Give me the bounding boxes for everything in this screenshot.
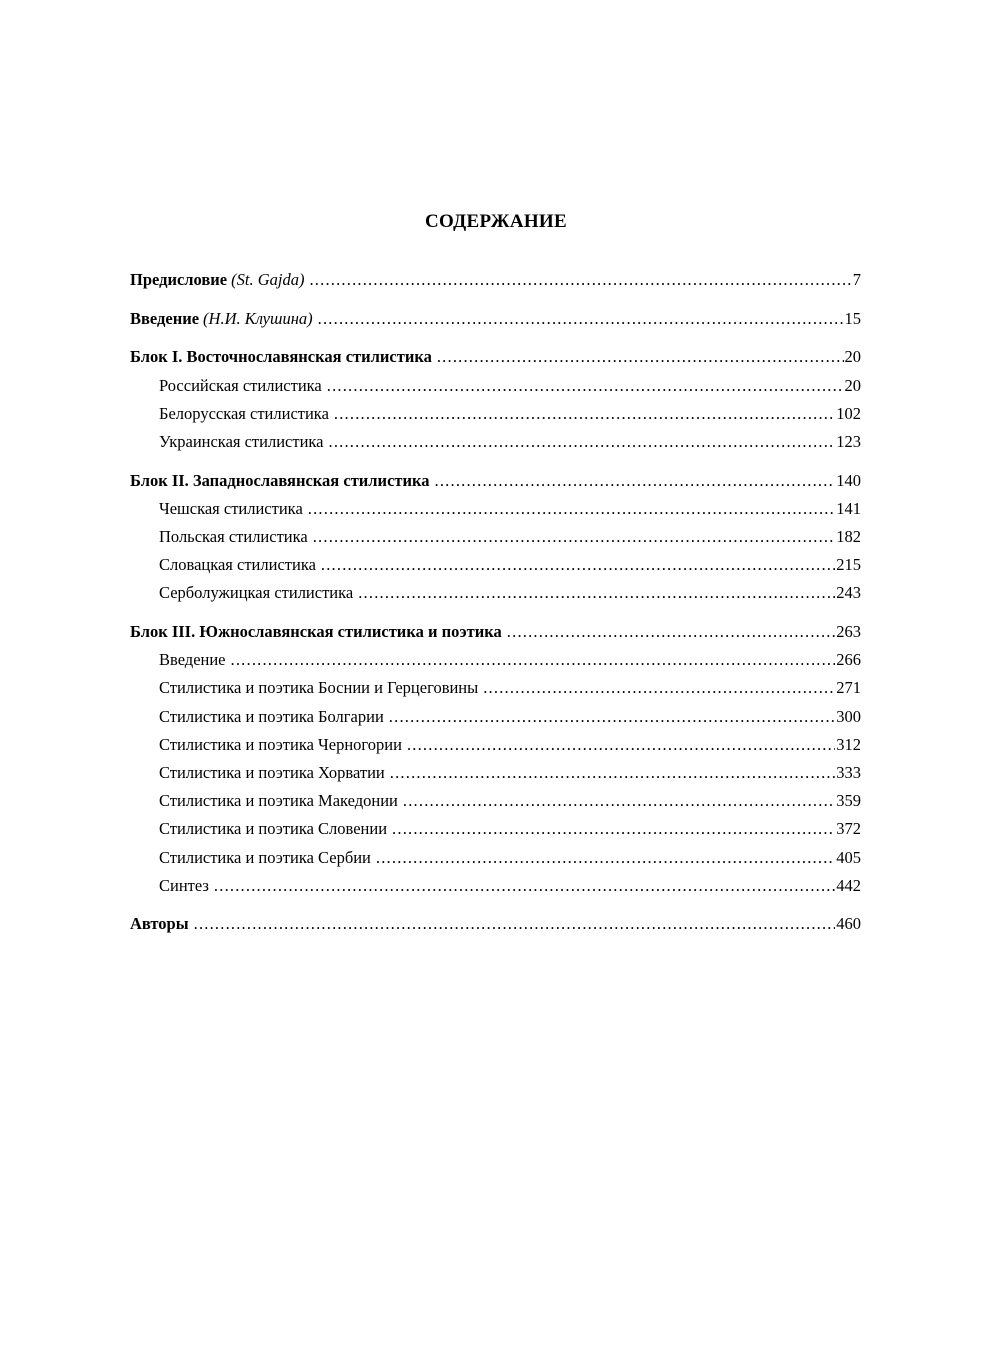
- toc-subentry[interactable]: [130, 703, 861, 731]
- dot-leader: [318, 305, 844, 333]
- toc-subentry-page: 372: [836, 819, 861, 839]
- toc-subentry[interactable]: [130, 815, 861, 843]
- toc-group-preface: [130, 266, 861, 294]
- dot-leader: [407, 731, 835, 759]
- dot-leader: [389, 703, 835, 731]
- dot-leader: [358, 579, 835, 607]
- toc-subentry-label: Украинская стилистика: [159, 431, 324, 451]
- toc-subentry[interactable]: [130, 400, 861, 428]
- toc-subentry-page: 20: [844, 375, 861, 395]
- dot-leader: [308, 495, 835, 523]
- toc-entry-authors[interactable]: [130, 910, 861, 938]
- toc-entry-page: 140: [836, 470, 861, 490]
- table-of-contents: [130, 266, 861, 949]
- toc-subentry-label: Словацкая стилистика: [159, 555, 316, 575]
- toc-subentry[interactable]: [130, 844, 861, 872]
- dot-leader: [483, 674, 835, 702]
- toc-entry-label: Блок III. Южнославянская стилистика и поэтика: [130, 622, 502, 642]
- toc-subentry-page: 333: [836, 763, 861, 782]
- toc-subentry[interactable]: [130, 787, 861, 815]
- dot-leader: [214, 872, 835, 900]
- toc-subentry-page: 243: [836, 583, 861, 603]
- toc-subentry-page: 442: [836, 875, 861, 895]
- toc-subentry-page: 141: [836, 498, 861, 518]
- toc-group-block-3: [130, 618, 861, 900]
- toc-entry-page: 263: [836, 622, 861, 642]
- dot-leader: [313, 523, 836, 551]
- toc-entry-author: (St. Gajda): [231, 270, 305, 289]
- toc-subentry-page: 312: [836, 734, 861, 754]
- toc-subentry-label: Стилистика и поэтика Македонии: [159, 791, 398, 811]
- dot-leader: [435, 467, 836, 495]
- dot-leader: [327, 372, 844, 400]
- toc-entry-label: Блок II. Западнославянская стилистика: [130, 470, 430, 490]
- toc-subentry-label: Введение: [159, 650, 226, 670]
- dot-leader: [392, 815, 835, 843]
- toc-subentry-label: Стилистика и поэтика Сербии: [159, 847, 371, 867]
- toc-subentry[interactable]: [130, 428, 861, 456]
- toc-entry-page: 20: [844, 347, 861, 367]
- toc-subentry-label: Серболужицкая стилистика: [159, 583, 354, 603]
- toc-subentry-label: Чешская стилистика: [159, 498, 303, 518]
- toc-subentry[interactable]: [130, 523, 861, 551]
- toc-entry-page: 7: [852, 270, 861, 289]
- dot-leader: [321, 551, 835, 579]
- toc-entry-label: Введение: [130, 308, 200, 328]
- toc-entry-label: Предисловие: [130, 270, 228, 289]
- toc-subentry[interactable]: [130, 646, 861, 674]
- toc-subentry-label: Белорусская стилистика: [159, 403, 329, 423]
- toc-subentry-page: 182: [836, 527, 861, 546]
- dot-leader: [507, 618, 835, 646]
- dot-leader: [376, 844, 835, 872]
- toc-entry-label: Авторы: [130, 914, 189, 934]
- toc-subentry-label: Польская стилистика: [159, 527, 308, 546]
- toc-subentry-page: 359: [836, 791, 861, 811]
- toc-entry-block-2[interactable]: [130, 467, 861, 495]
- toc-subentry-label: Стилистика и поэтика Болгарии: [159, 706, 384, 726]
- toc-subentry-page: 300: [836, 706, 861, 726]
- toc-subentry-label: Стилистика и поэтика Хорватии: [159, 763, 385, 782]
- toc-subentry-page: 123: [836, 431, 861, 451]
- toc-entry-label: Блок I. Восточнославянская стилистика: [130, 347, 432, 367]
- dot-leader: [390, 759, 835, 787]
- toc-subentry-label: Стилистика и поэтика Боснии и Герцеговины: [159, 678, 479, 698]
- toc-subentry[interactable]: [130, 579, 861, 607]
- dot-leader: [334, 400, 835, 428]
- toc-entry-author: (Н.И. Клушина): [203, 308, 313, 328]
- dot-leader: [329, 428, 836, 456]
- dot-leader: [231, 646, 836, 674]
- dot-leader: [403, 787, 835, 815]
- toc-subentry[interactable]: [130, 495, 861, 523]
- toc-entry-block-3[interactable]: [130, 618, 861, 646]
- toc-subentry-page: 405: [836, 847, 861, 867]
- toc-group-introduction: [130, 305, 861, 333]
- toc-subentry[interactable]: [130, 551, 861, 579]
- toc-subentry-page: 271: [836, 678, 861, 698]
- toc-group-block-1: [130, 343, 861, 456]
- dot-leader: [194, 910, 836, 938]
- toc-subentry[interactable]: [130, 872, 861, 900]
- toc-subentry-page: 215: [836, 555, 861, 575]
- toc-subentry[interactable]: [130, 372, 861, 400]
- toc-subentry-label: Стилистика и поэтика Черногории: [159, 734, 402, 754]
- toc-entry-preface[interactable]: [130, 266, 861, 294]
- toc-subentry-label: Синтез: [159, 875, 209, 895]
- toc-subentry-page: 266: [836, 650, 861, 670]
- toc-subentry-label: Российская стилистика: [159, 375, 322, 395]
- toc-subentry[interactable]: [130, 674, 861, 702]
- toc-group-block-2: [130, 467, 861, 608]
- toc-entry-page: 15: [844, 308, 861, 328]
- toc-subentry[interactable]: [130, 759, 861, 787]
- toc-subentry-page: 102: [836, 403, 861, 423]
- toc-entry-block-1[interactable]: [130, 343, 861, 371]
- toc-group-authors: [130, 910, 861, 938]
- toc-subentry-label: Стилистика и поэтика Словении: [159, 819, 388, 839]
- toc-subentry[interactable]: [130, 731, 861, 759]
- toc-entry-introduction[interactable]: [130, 305, 861, 333]
- dot-leader: [309, 266, 851, 294]
- dot-leader: [437, 343, 844, 371]
- page-title: СОДЕРЖАНИЕ: [425, 211, 567, 232]
- toc-entry-page: 460: [836, 914, 861, 934]
